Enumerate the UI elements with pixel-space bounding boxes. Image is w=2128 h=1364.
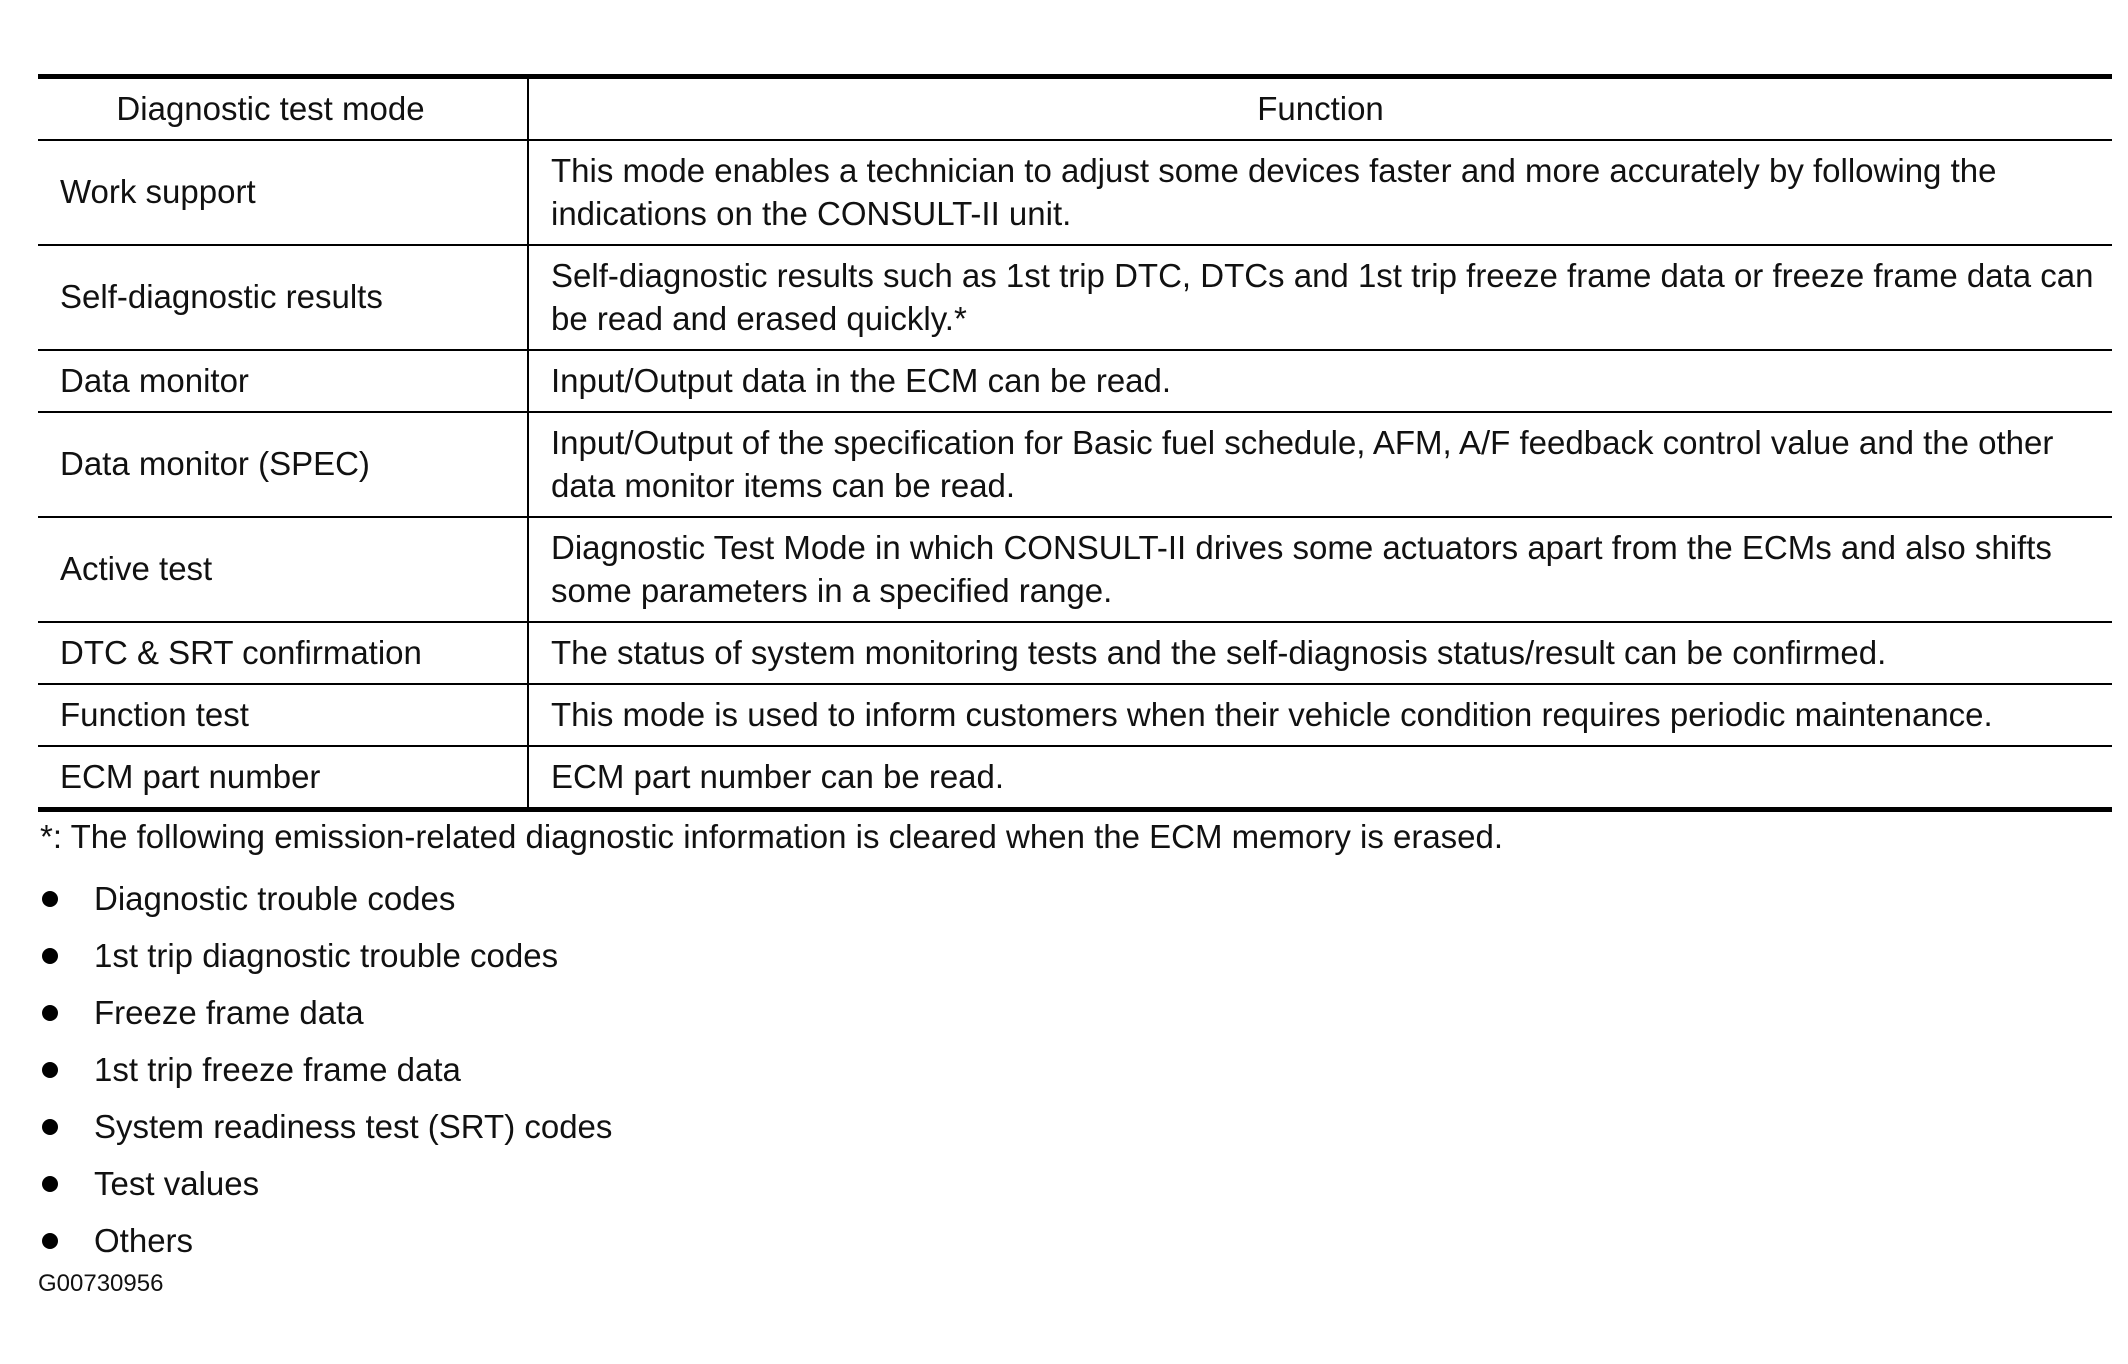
function-cell: The status of system monitoring tests and the self-diagnosis status/result can be confirmed.: [528, 622, 2112, 684]
list-item: [38, 927, 612, 984]
mode-cell: DTC & SRT confirmation: [38, 622, 528, 684]
list-item-text: Diagnostic trouble codes: [94, 879, 456, 917]
list-item-text: 1st trip freeze frame data: [94, 1050, 461, 1088]
list-item: [38, 1212, 612, 1269]
list-item: [38, 1041, 612, 1098]
function-cell: Diagnostic Test Mode in which CONSULT-II drives some actuators apart from the ECMs and also shifts some parameters in a specified range.: [528, 517, 2112, 622]
bullet-icon: [42, 1005, 58, 1021]
table-row: [38, 684, 2112, 746]
list-item: [38, 984, 612, 1041]
figure-id: G00730956: [38, 1270, 164, 1297]
table-row: [38, 140, 2112, 245]
header-diagnostic-test-mode: Diagnostic test mode: [38, 77, 528, 141]
table-row: [38, 350, 2112, 412]
mode-cell: Self-diagnostic results: [38, 245, 528, 350]
bullet-icon: [42, 891, 58, 907]
list-item: [38, 1098, 612, 1155]
bullet-icon: [42, 1119, 58, 1135]
mode-cell: Data monitor (SPEC): [38, 412, 528, 517]
table-row: [38, 517, 2112, 622]
bullet-icon: [42, 1062, 58, 1078]
table-row: [38, 746, 2112, 810]
list-item-text: System readiness test (SRT) codes: [94, 1107, 613, 1145]
bullet-icon: [42, 948, 58, 964]
mode-cell: Data monitor: [38, 350, 528, 412]
function-cell: Input/Output data in the ECM can be read.: [528, 350, 2112, 412]
header-function: Function: [528, 77, 2112, 141]
list-item-text: 1st trip diagnostic trouble codes: [94, 936, 559, 974]
table-row: [38, 245, 2112, 350]
function-cell: Self-diagnostic results such as 1st trip DTC, DTCs and 1st trip freeze frame data or freeze frame data can be read and erased quickly.*: [528, 245, 2112, 350]
footnote: *: The following emission-related diagnostic information is cleared when the ECM memory is erased.: [40, 818, 1504, 855]
cleared-info-list: [38, 870, 612, 1269]
mode-cell: Active test: [38, 517, 528, 622]
mode-cell: ECM part number: [38, 746, 528, 810]
list-item: [38, 1155, 612, 1212]
function-cell: This mode is used to inform customers when their vehicle condition requires periodic maintenance.: [528, 684, 2112, 746]
bullet-icon: [42, 1176, 58, 1192]
table-header-row: [38, 77, 2112, 141]
bullet-icon: [42, 1233, 58, 1249]
diagnostic-mode-table: [38, 74, 2112, 812]
function-cell: Input/Output of the specification for Basic fuel schedule, AFM, A/F feedback control value and the other data monitor items can be read.: [528, 412, 2112, 517]
function-cell: This mode enables a technician to adjust some devices faster and more accurately by following the indications on the CONSULT-II unit.: [528, 140, 2112, 245]
list-item-text: Test values: [94, 1164, 260, 1202]
list-item: [38, 870, 612, 927]
function-cell: ECM part number can be read.: [528, 746, 2112, 810]
mode-cell: Work support: [38, 140, 528, 245]
mode-cell: Function test: [38, 684, 528, 746]
table-row: [38, 412, 2112, 517]
list-item-text: Freeze frame data: [94, 993, 364, 1031]
list-item-text: Others: [94, 1221, 194, 1259]
table-row: [38, 622, 2112, 684]
